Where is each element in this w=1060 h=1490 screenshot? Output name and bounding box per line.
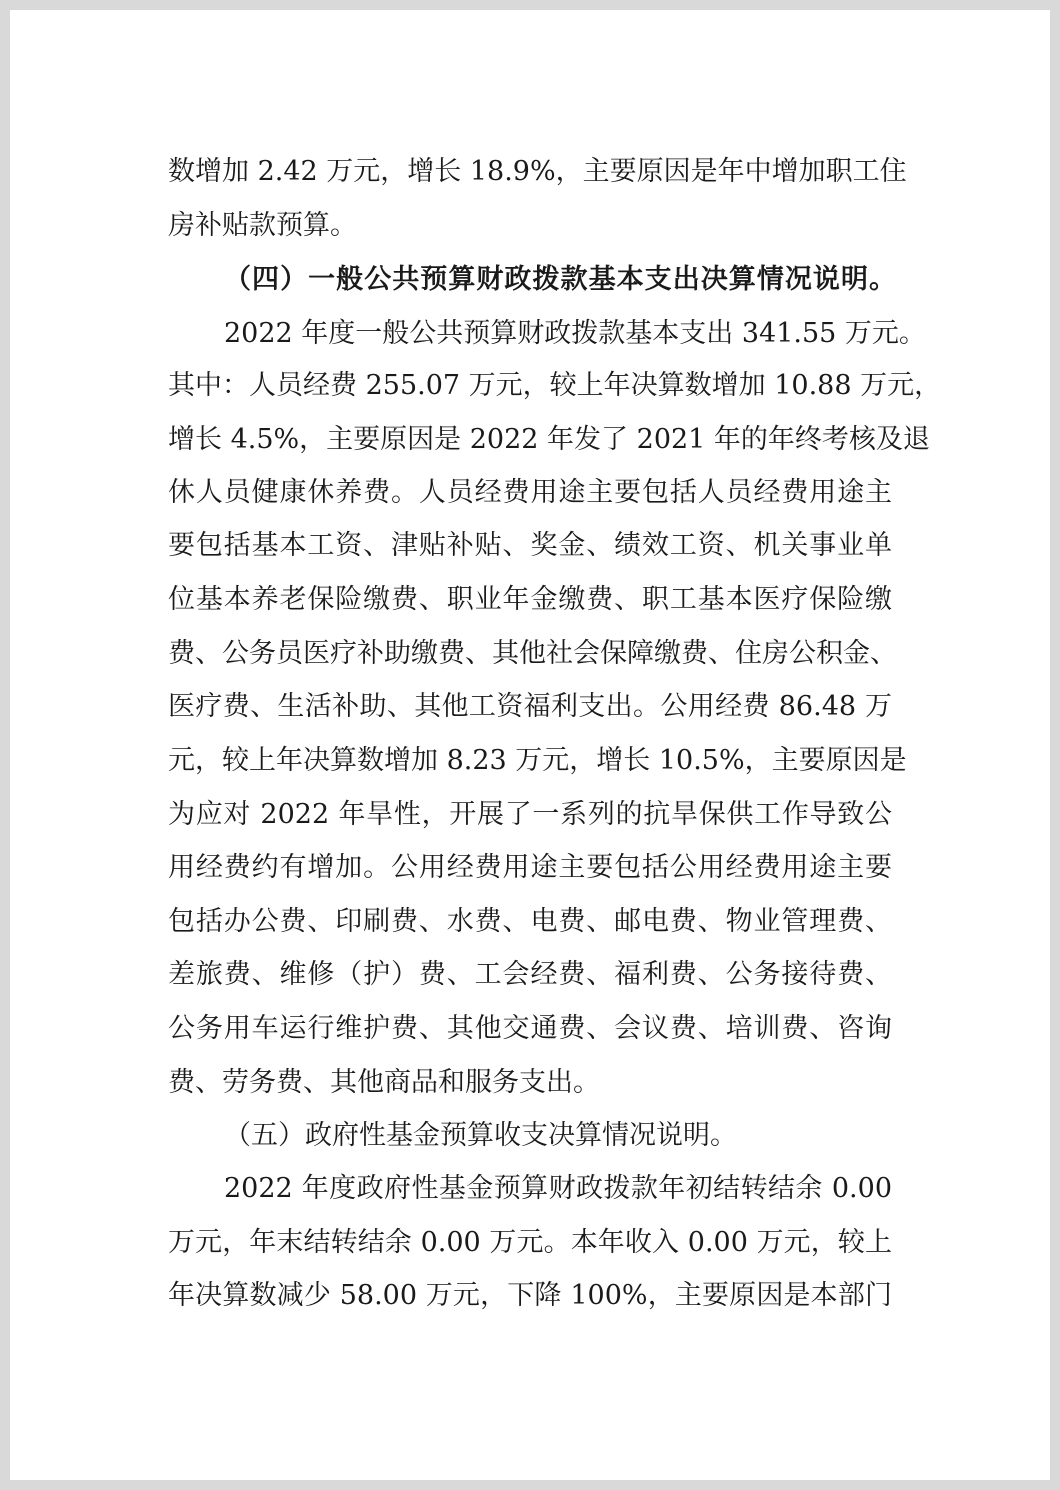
text-line: 费、公务员医疗补助缴费、其他社会保障缴费、住房公积金、 — [168, 638, 897, 669]
text-line: 休人员健康休养费。人员经费用途主要包括人员经费用途主 — [168, 477, 892, 508]
section-heading: （四）一般公共预算财政拨款基本支出决算情况说明。 — [224, 264, 896, 295]
text-line: 包括办公费、印刷费、水费、电费、邮电费、物业管理费、 — [168, 906, 892, 937]
text-line: 医疗费、生活补助、其他工资福利支出。公用经费 86.48 万 — [168, 691, 892, 722]
text-line: 公务用车运行维护费、其他交通费、会议费、培训费、咨询 — [168, 1013, 892, 1044]
section-heading: （五）政府性基金预算收支决算情况说明。 — [224, 1120, 737, 1151]
text-line: 2022 年度政府性基金预算财政拨款年初结转结余 0.00 — [224, 1173, 892, 1204]
text-line: 差旅费、维修（护）费、工会经费、福利费、公务接待费、 — [168, 959, 892, 990]
text-line: 房补贴款预算。 — [168, 210, 357, 241]
text-line: 用经费约有增加。公用经费用途主要包括公用经费用途主要 — [168, 852, 892, 883]
text-line: 增长 4.5%，主要原因是 2022 年发了 2021 年的年终考核及退 — [168, 424, 930, 455]
text-line: 年决算数减少 58.00 万元，下降 100%，主要原因是本部门 — [168, 1280, 892, 1311]
text-line: 2022 年度一般公共预算财政拨款基本支出 341.55 万元。 — [224, 318, 926, 349]
text-line: 费、劳务费、其他商品和服务支出。 — [168, 1067, 600, 1098]
text-line: 位基本养老保险缴费、职业年金缴费、职工基本医疗保险缴 — [168, 584, 892, 615]
text-line: 要包括基本工资、津贴补贴、奖金、绩效工资、机关事业单 — [168, 530, 892, 561]
text-line: 数增加 2.42 万元，增长 18.9%，主要原因是年中增加职工住 — [168, 156, 907, 187]
text-line: 其中：人员经费 255.07 万元，较上年决算数增加 10.88 万元， — [168, 370, 942, 401]
document-page — [10, 10, 1050, 1480]
text-line: 元，较上年决算数增加 8.23 万元，增长 10.5%，主要原因是 — [168, 745, 907, 776]
text-line: 为应对 2022 年旱性，开展了一系列的抗旱保供工作导致公 — [168, 799, 892, 830]
text-line: 万元，年末结转结余 0.00 万元。本年收入 0.00 万元，较上 — [168, 1227, 892, 1258]
